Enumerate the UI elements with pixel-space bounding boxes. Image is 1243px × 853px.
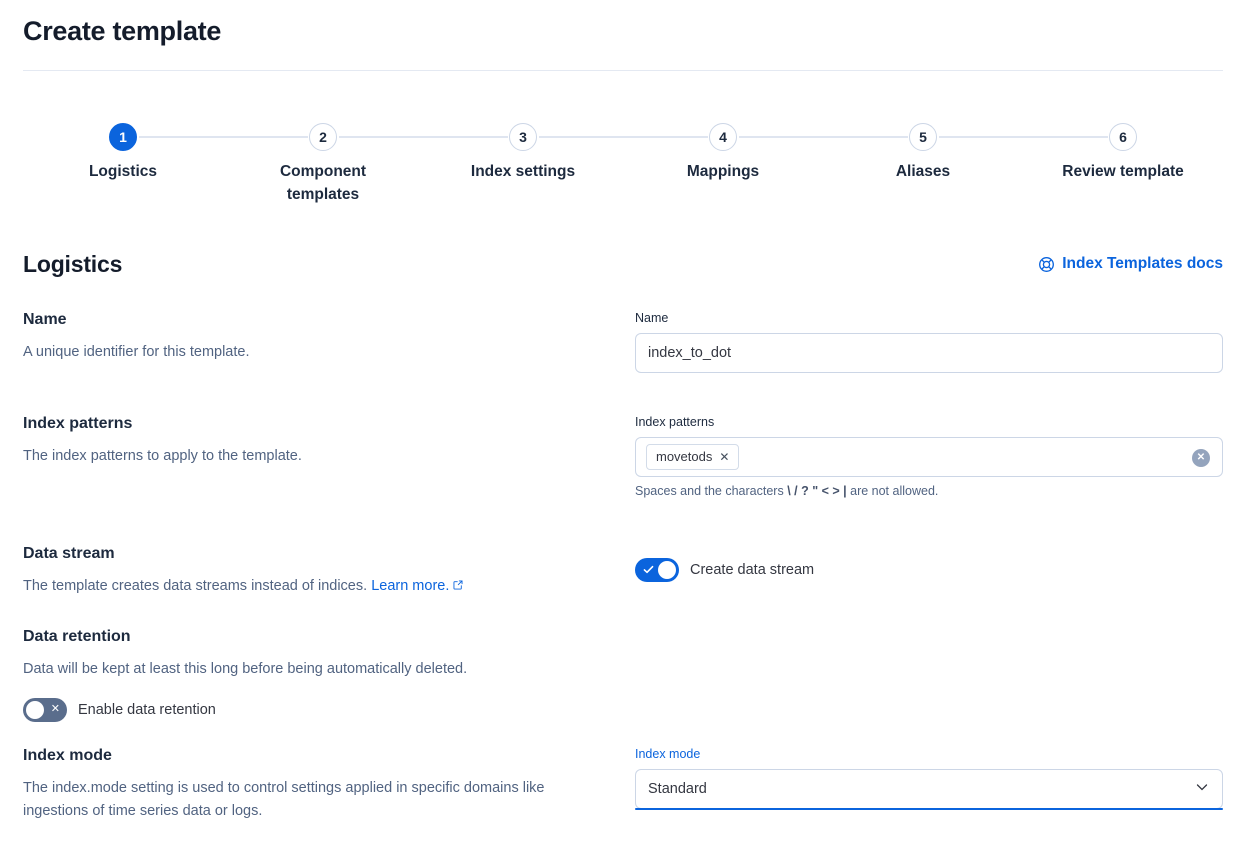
name-row-description: A unique identifier for this template. — [23, 343, 250, 360]
form-row-data-stream — [23, 545, 1223, 599]
datastream-row-title: Data stream — [23, 544, 115, 562]
create-data-stream-label[interactable]: Create data stream — [690, 561, 815, 578]
section-title: Logistics — [23, 250, 123, 277]
step-label-mappings[interactable]: Mappings — [686, 163, 760, 181]
pattern-tag-label: movetods — [656, 449, 713, 465]
patterns-row-description: The index patterns to apply to the template. — [23, 447, 302, 464]
index-mode-select-wrap — [635, 769, 1223, 809]
patterns-description-col — [23, 415, 587, 498]
form-row-index-mode — [23, 747, 1223, 823]
step-circle-3[interactable]: 3 — [509, 123, 537, 151]
step-label-review-template[interactable]: Review template — [1062, 163, 1184, 181]
remove-tag-icon[interactable]: ✕ — [719, 449, 730, 464]
enable-data-retention-toggle[interactable] — [23, 698, 67, 722]
section-header — [23, 251, 1223, 278]
create-data-stream-row — [635, 558, 1223, 582]
indexmode-field-col — [635, 747, 1223, 823]
datastream-description-col — [23, 545, 587, 599]
step-circle-5[interactable]: 5 — [909, 123, 937, 151]
clear-x-icon: ✕ — [1196, 451, 1206, 463]
step-circle-4[interactable]: 4 — [709, 123, 737, 151]
indexmode-row-description: The index.mode setting is used to control settings applied in specific domains like ingestions of time series data or logs. — [23, 779, 545, 820]
indexmode-description-col — [23, 747, 587, 823]
step-circle-6[interactable]: 6 — [1109, 123, 1137, 151]
chevron-down-icon — [1194, 779, 1210, 799]
pattern-tag-movetods — [646, 444, 739, 470]
create-data-stream-toggle[interactable] — [635, 558, 679, 582]
stepper — [23, 123, 1223, 207]
datastream-row-description: The template creates data streams instead of indices. Learn more. — [23, 575, 583, 599]
step-label-logistics[interactable]: Logistics — [88, 163, 158, 181]
step-label-index-settings[interactable]: Index settings — [470, 163, 576, 181]
retention-row-description: Data will be kept at least this long before being automatically deleted. — [23, 660, 468, 677]
clear-all-button[interactable] — [1192, 449, 1210, 467]
name-row-title: Name — [23, 310, 67, 328]
enable-data-retention-row — [23, 698, 587, 722]
toggle-knob — [658, 561, 676, 579]
retention-description-col — [23, 628, 587, 722]
indexmode-row-title: Index mode — [23, 746, 112, 764]
retention-field-col — [635, 628, 1223, 722]
retention-row-title: Data retention — [23, 627, 131, 645]
step-label-aliases[interactable]: Aliases — [895, 163, 951, 181]
check-icon — [642, 563, 655, 579]
patterns-helper-text: Spaces and the characters \ / ? " < > | are not allowed. — [635, 483, 939, 498]
name-field-col — [635, 311, 1223, 373]
form-row-index-patterns — [23, 415, 1223, 498]
form-row-data-retention — [23, 628, 1223, 722]
datastream-field-col — [635, 545, 1223, 599]
name-field-label: Name — [635, 310, 669, 325]
name-description-col — [23, 311, 587, 373]
learn-more-link[interactable]: Learn more. — [371, 578, 464, 594]
patterns-row-title: Index patterns — [23, 414, 133, 432]
index-mode-select[interactable] — [635, 769, 1223, 809]
docs-link-label: Index Templates docs — [1062, 255, 1223, 273]
page-title: Create template — [23, 16, 222, 46]
step-circle-1[interactable]: 1 — [109, 123, 137, 151]
help-ring-icon — [1038, 256, 1055, 273]
x-icon: ✕ — [50, 702, 60, 715]
form-row-name — [23, 311, 1223, 373]
external-link-icon — [452, 576, 464, 599]
index-templates-docs-link[interactable] — [1038, 255, 1223, 273]
patterns-field-col — [635, 415, 1223, 498]
step-label-component-templates[interactable]: Component templates — [279, 163, 367, 204]
toggle-knob — [26, 701, 44, 719]
step-review-template[interactable] — [1023, 123, 1223, 207]
indexmode-field-label: Index mode — [635, 746, 701, 761]
template-name-input[interactable] — [635, 333, 1223, 373]
enable-data-retention-label[interactable]: Enable data retention — [78, 701, 216, 718]
index-mode-selected-value: Standard — [648, 780, 707, 797]
step-circle-2[interactable]: 2 — [309, 123, 337, 151]
index-patterns-combobox[interactable] — [635, 437, 1223, 477]
patterns-field-label: Index patterns — [635, 414, 715, 429]
header-divider — [23, 70, 1223, 71]
